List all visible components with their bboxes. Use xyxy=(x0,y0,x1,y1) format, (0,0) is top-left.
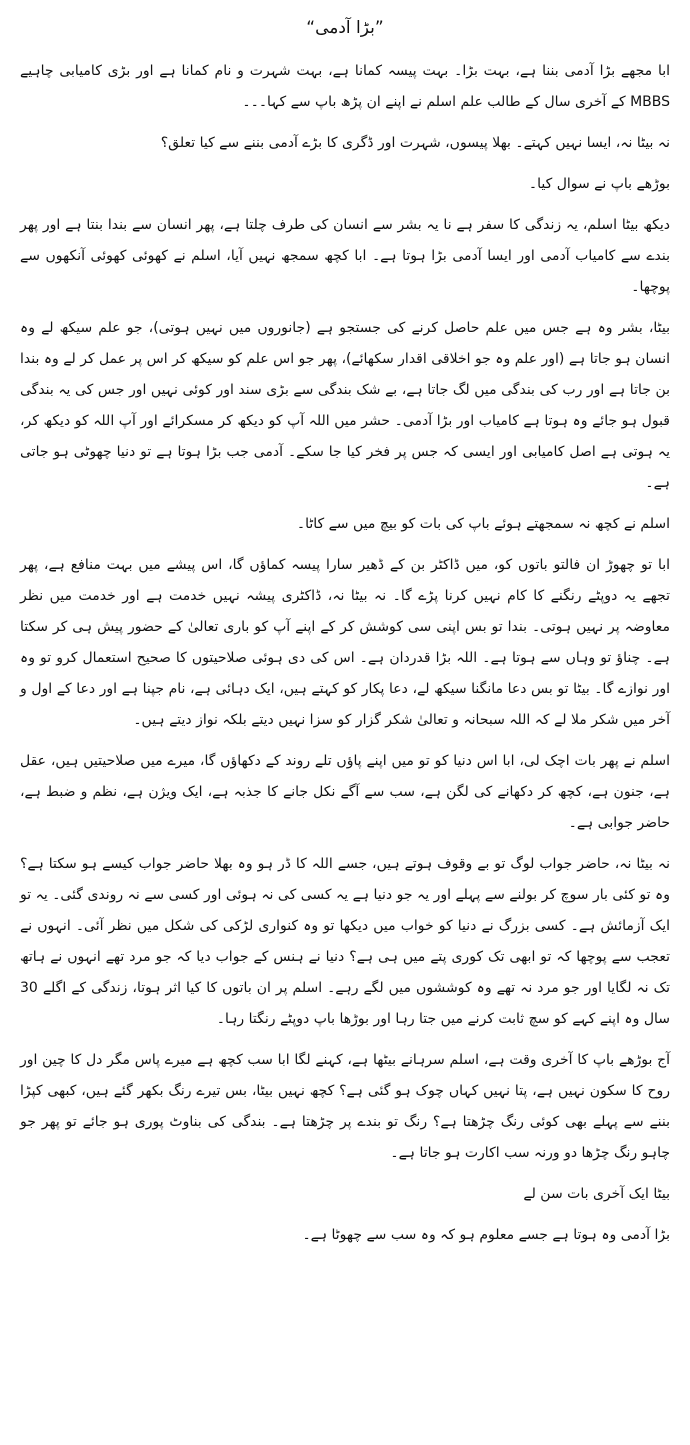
paragraph-2: نہ بیٹا نہ، ایسا نہیں کہتے۔ بھلا پیسوں، شہرت اور ڈگری کا بڑے آدمی بننے سے کیا تعلق؟ xyxy=(160,135,670,151)
paragraph-9: نہ بیٹا نہ، حاضر جواب لوگ تو بے وقوف ہوتے ہیں، جسے اللہ کا ڈر ہو وہ بھلا حاضر جواب کیسے ہو سکتا ہے؟ وہ تو کئی بار سوچ کر بولنے سے پہلے اور یہ جو دنیا ہے یہ کسی کی نہ ہوئی اور کسی سے نہ روندی گئی۔ یہ تو ایک آزمائش ہے۔ کسی بزرگ نے دنیا کو خواب میں دیکھا تو وہ کنواری لڑکی کی شکل میں نظر آئی۔ انہوں نے تعجب سے پوچھا کہ تو ابھی تک کوری پتے میں ہی ہے؟ دنیا نے ہنس کے جواب دیا کہ جو مرد تھے انہوں نے ہاتھ تک نہ لگایا اور جو مرد نہ تھے وہ کوششوں میں لگے رہے۔ اسلم پر ان باتوں کا کیا اثر ہوتا، زندگی کے اگلے 30 سال وہ اپنے کہے کو سچ ثابت کرنے میں جتا رہا اور بوڑھا باپ دوپٹے رنگتا رہا۔ xyxy=(20,856,670,1027)
paragraph-10: آج بوڑھے باپ کا آخری وقت ہے، اسلم سرہانے بیٹھا ہے، کہنے لگا ابا سب کچھ ہے میرے پاس مگر دل کا چین اور روح کا سکون نہیں ہے، پتا نہیں کہاں چوک ہو گئی ہے؟ کچھ نہیں بیٹا، بس تیرے رنگ بکھر گئے ہیں، کبھی کپڑا بننے سے پہلے بھی کوئی رنگ چڑھتا ہے؟ رنگ تو بندے پر چڑھتا ہے۔ بندگی کی بناوٹ پوری ہو جائے تو پھر جو چاہو رنگ چڑھا دو ورنہ سب اکارت ہو جاتا ہے۔ xyxy=(20,1052,670,1161)
paragraph-5: بیٹا، بشر وہ ہے جس میں علم حاصل کرنے کی جستجو ہے (جانوروں میں نہیں ہوتی)، جو علم سیکھ لے وہ انسان ہو جاتا ہے (اور علم وہ جو اخلاقی اقدار سکھائے)، پھر جو اس علم کو سیکھ کر اس پر عمل کر لے وہ بندا بن جاتا ہے اور رب کی بندگی میں لگ جاتا ہے، بے شک بندگی سے بڑی سند اور کوئی نہیں اور جس کی یہ بندگی قبول ہو جائے وہ ہوتا ہے کامیاب اور بڑا آدمی۔ حشر میں اللہ آپ کو دیکھ کر مسکرائے اور آپ اللہ کو دیکھ کر، یہ ہوتی ہے اصل کامیابی اور ایسی کہ جس پر فخر کیا جا سکے۔ آدمی جب بڑا ہوتا ہے تو دنیا چھوٹی ہو جاتی ہے۔ xyxy=(20,320,670,491)
paragraph-3: بوڑھے باپ نے سوال کیا۔ xyxy=(528,176,670,192)
paragraph-6: اسلم نے کچھ نہ سمجھتے ہوئے باپ کی بات کو بیچ میں سے کاٹا۔ xyxy=(296,516,670,532)
paragraph-1: ابا مجھے بڑا آدمی بننا ہے، بہت بڑا۔ بہت پیسہ کمانا ہے، بہت شہرت و نام کمانا ہے اور بڑی کامیابی چاہیے MBBS کے آخری سال کے طالب علم اسلم نے اپنے ان پڑھ باپ سے کہا۔۔۔ xyxy=(20,63,670,110)
paragraph-8: اسلم نے پھر بات اچک لی، ابا اس دنیا کو تو میں اپنے پاؤں تلے روند کے دکھاؤں گا، میرے میں صلاحیتیں ہیں، عقل ہے، جنون ہے، کچھ کر دکھانے کی لگن ہے، سب سے آگے نکل جانے کا جذبہ ہے، ایک ویژن ہے، نظم و ضبط ہے، حاضر جوابی ہے۔ xyxy=(20,753,670,831)
paragraph-4: دیکھ بیٹا اسلم، یہ زندگی کا سفر ہے نا یہ بشر سے انسان کی طرف چلتا ہے، پھر انسان سے بندا بنتا ہے اور پھر بندے سے کامیاب آدمی اور ایسا آدمی بڑا ہوتا ہے۔ ابا کچھ سمجھ نہیں آیا، اسلم نے کھوئی کھوئی آنکھوں سے پوچھا۔ xyxy=(20,217,670,295)
paragraph-12: بڑا آدمی وہ ہوتا ہے جسے معلوم ہو کہ وہ سب سے چھوٹا ہے۔ xyxy=(302,1227,670,1243)
paragraph-7: ابا تو چھوڑ ان فالتو باتوں کو، میں ڈاکٹر بن کے ڈھیر سارا پیسہ کماؤں گا، اس پیشے میں بہت منافع ہے، پھر تجھے یہ دوپٹے رنگنے کا کام نہیں کرنا پڑے گا۔ نہ بیٹا نہ، ڈاکٹری پیشہ نہیں خدمت ہے اور خدمت میں نظر معاوضہ پر نہیں ہوتی۔ بندا تو بس اپنی سی کوشش کر کے اپنے آپ کو باری تعالیٰ کے حضور پیش ہی کر سکتا ہے۔ چناؤ تو وہاں سے ہوتا ہے۔ اللہ بڑا قدردان ہے۔ اس کی دی ہوئی صلاحیتوں کا صحیح استعمال کرو تو وہ اور نوازے گا۔ بیٹا تو بس دعا مانگنا سیکھ لے، دعا پکار کو کہتے ہیں، ایک دہائی ہے، نام جپنا ہے اور دعا کے اول و آخر میں شکر ملا لے کہ اللہ سبحانہ و تعالیٰ شکر گزار کو سزا نہیں دیتے بلکہ نواز دیتے ہیں۔ xyxy=(20,557,670,728)
paragraph-11: بیٹا ایک آخری بات سن لے xyxy=(523,1186,670,1202)
article-title: ”بڑا آدمی“ xyxy=(306,18,384,38)
